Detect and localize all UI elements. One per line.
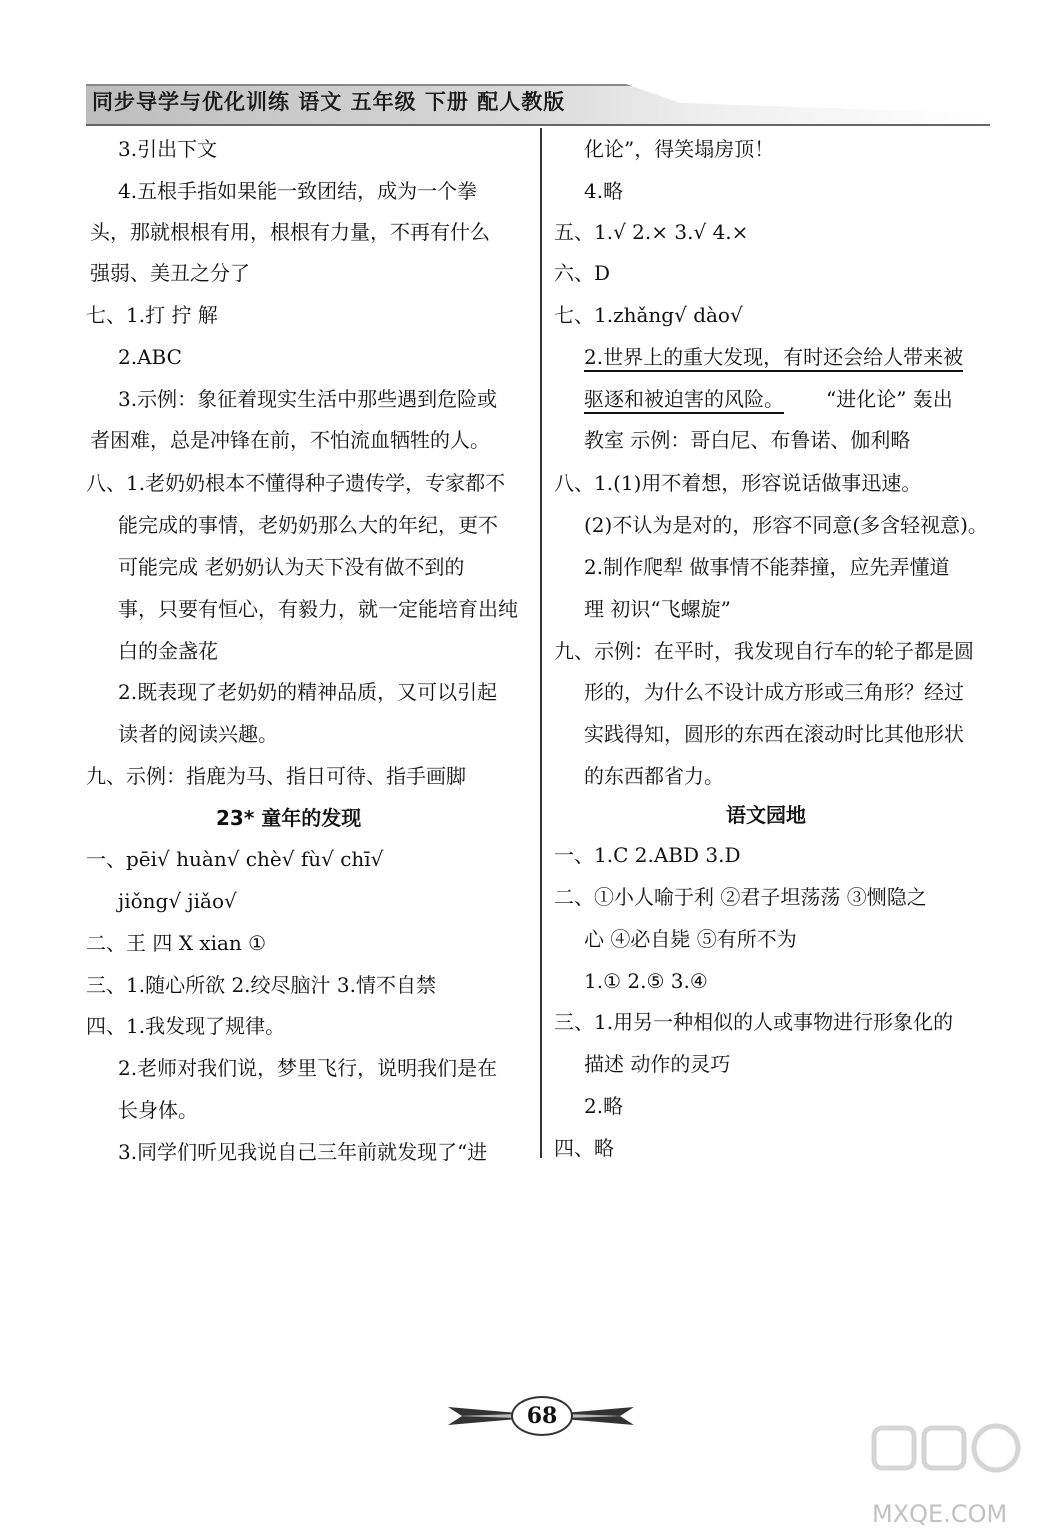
answer-line: 2.制作爬犁 做事情不能莽撞，应先弄懂道	[584, 555, 950, 579]
answer-line: 3.示例：象征着现实生活中那些遇到危险或	[118, 387, 498, 411]
answer-line: 2.略	[584, 1094, 624, 1118]
answer-line: 头，那就根根有用，根根有力量，不再有什么	[90, 220, 490, 244]
answer-line: 事，只要有恒心，有毅力，就一定能培育出纯	[118, 597, 518, 621]
answer-line: 心 ④必自毙 ⑤有所不为	[584, 927, 797, 951]
answer-line: 二、王 四 X xian ①	[86, 931, 267, 955]
answer-line: 描述 动作的灵巧	[584, 1052, 731, 1076]
answer-line: 实践得知，圆形的东西在滚动时比其他形状	[584, 722, 964, 746]
answer-line: 形的，为什么不设计成方形或三角形？经过	[584, 680, 964, 704]
answer-line: “进化论” 轰出	[826, 387, 953, 411]
answer-line: 五、1.√ 2.× 3.√ 4.×	[554, 220, 749, 244]
header-rule	[86, 124, 990, 126]
answer-line: 四、略	[554, 1136, 614, 1160]
answer-line: 一、1.C 2.ABD 3.D	[554, 843, 741, 867]
answer-line: 一、pēi√ huàn√ chè√ fù√ chī√	[86, 847, 384, 871]
answer-line: 白的金盏花	[118, 639, 218, 663]
answer-line: 2.老师对我们说，梦里飞行，说明我们是在	[118, 1056, 498, 1080]
answer-line: 2.既表现了老奶奶的精神品质，又可以引起	[118, 680, 498, 704]
answer-line: 3.同学们听见我说自己三年前就发现了“进	[118, 1140, 488, 1164]
answer-line: 三、1.随心所欲 2.绞尽脑汁 3.情不自禁	[86, 973, 436, 997]
answer-line: 3.引出下文	[118, 137, 218, 161]
answer-line: 1.① 2.⑤ 3.④	[584, 969, 708, 993]
section-heading: 语文园地	[726, 803, 806, 827]
page-number: 68	[511, 1396, 573, 1436]
column-divider	[540, 128, 542, 1158]
answer-line: 九、示例：指鹿为马、指日可待、指手画脚	[86, 764, 466, 788]
answer-line: 强弱、美丑之分了	[90, 261, 250, 285]
answer-line: 教室 示例：哥白尼、布鲁诺、伽利略	[584, 428, 911, 452]
answer-line: 能完成的事情，老奶奶那么大的年纪，更不	[118, 513, 498, 537]
answer-line: jiǒng√ jiǎo√	[118, 889, 237, 913]
answer-line: (2)不认为是对的，形容不同意(多含轻视意)。	[584, 513, 988, 537]
answer-line: 六、D	[554, 261, 611, 285]
watermark-text: MXQE.COM	[872, 1500, 1008, 1528]
answer-line: 八、1.(1)用不着想，形容说话做事迅速。	[554, 471, 922, 495]
answer-line: 4.略	[584, 179, 624, 203]
answer-line: 者困难，总是冲锋在前，不怕流血牺牲的人。	[90, 428, 490, 452]
answer-line: 可能完成 老奶奶认为天下没有做不到的	[118, 555, 465, 579]
answer-line: 八、1.老奶奶根本不懂得种子遗传学，专家都不	[86, 471, 506, 495]
answer-line: 化论”，得笑塌房顶！	[584, 137, 775, 161]
answer-line: 七、1.zhǎng√ dào√	[554, 303, 743, 327]
answer-line: 长身体。	[118, 1098, 198, 1122]
underlined-answer: 驱逐和被迫害的风险。	[584, 386, 784, 414]
book-title: 同步导学与优化训练 语文 五年级 下册 配人教版	[92, 89, 566, 114]
answer-line: 七、1.打 拧 解	[86, 303, 218, 327]
answer-line: 4.五根手指如果能一致团结，成为一个拳	[118, 179, 478, 203]
answer-line: 的东西都省力。	[584, 764, 724, 788]
answer-line: 理 初识“飞螺旋”	[584, 597, 731, 621]
section-heading: 23* 童年的发现	[216, 806, 362, 830]
answer-line: 四、1.我发现了规律。	[86, 1014, 286, 1038]
answer-line: 三、1.用另一种相似的人或事物进行形象化的	[554, 1010, 954, 1034]
answer-line: 九、示例：在平时，我发现自行车的轮子都是圆	[554, 639, 974, 663]
answer-line: 二、①小人喻于利 ②君子坦荡荡 ③恻隐之	[554, 885, 927, 909]
answer-line: 2.ABC	[118, 345, 182, 369]
answer-line: 读者的阅读兴趣。	[118, 722, 278, 746]
underlined-answer: 2.世界上的重大发现，有时还会给人带来被	[584, 344, 963, 372]
